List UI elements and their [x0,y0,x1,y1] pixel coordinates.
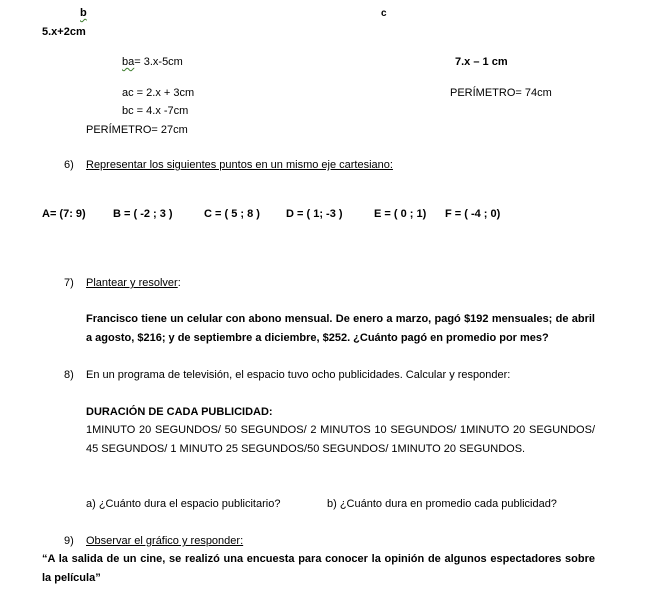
q7-number: 7) [64,277,74,289]
q8-durations: 1MINUTO 20 SEGUNDOS/ 50 SEGUNDOS/ 2 MINUTOS 10 SEGUNDOS/ 1MINUTO 20 SEGUNDOS/ 45 SEGUNDOS/ 1 MINUTO 25 SEGUNDOS/50 SEGUNDOS/ 1MINUTO 20 SEGUNDOS. [86,424,595,455]
side-label-2: 7.x – 1 cm [455,56,508,68]
point-e: E = ( 0 ; 1) [374,208,427,220]
point-d: D = ( 1; -3 ) [286,208,343,220]
point-b: B = ( -2 ; 3 ) [113,208,173,220]
q7-instruction: Plantear y resolver: [86,277,181,289]
side-bc-equation: bc = 4.x -7cm [122,105,189,117]
q6-instruction: Representar los siguientes puntos en un mismo eje cartesiano: [86,159,393,171]
side-ac-equation: ac = 2.x + 3cm [122,87,195,99]
q9-instruction: Observar el gráfico y responder: [86,535,244,547]
perimeter-1: PERÍMETRO= 27cm [86,124,188,136]
q6-number: 6) [64,159,74,171]
side-label-1: 5.x+2cm [42,26,86,38]
side-ba-equation: ba= 3.x-5cm [122,56,183,68]
point-f: F = ( -4 ; 0) [445,208,501,220]
q8-question-b: b) ¿Cuánto dura en promedio cada publicidad? [327,498,557,510]
perimeter-2: PERÍMETRO= 74cm [450,87,552,99]
point-c: C = ( 5 ; 8 ) [204,208,260,220]
q8-heading: DURACIÓN DE CADA PUBLICIDAD: [86,406,273,418]
q7-problem: Francisco tiene un celular con abono mensual. De enero a marzo, pagó $192 mensuales; de abril a agosto, $216; y de septiembre a diciembre, $252. ¿Cuánto pagó en promedio por mes? [86,313,595,344]
q9-quote: “A la salida de un cine, se realizó una encuesta para conocer la opinión de algunos espectadores sobre la película” [42,553,595,584]
q8-instruction: En un programa de televisión, el espacio tuvo ocho publicidades. Calcular y responder: [86,369,511,381]
q8-question-a: a) ¿Cuánto dura el espacio publicitario? [86,498,281,510]
vertex-c-label: c [381,8,387,19]
point-a: A= (7: 9) [42,208,86,220]
q8-number: 8) [64,369,74,381]
q9-number: 9) [64,535,74,547]
vertex-b-label: b [80,7,87,19]
